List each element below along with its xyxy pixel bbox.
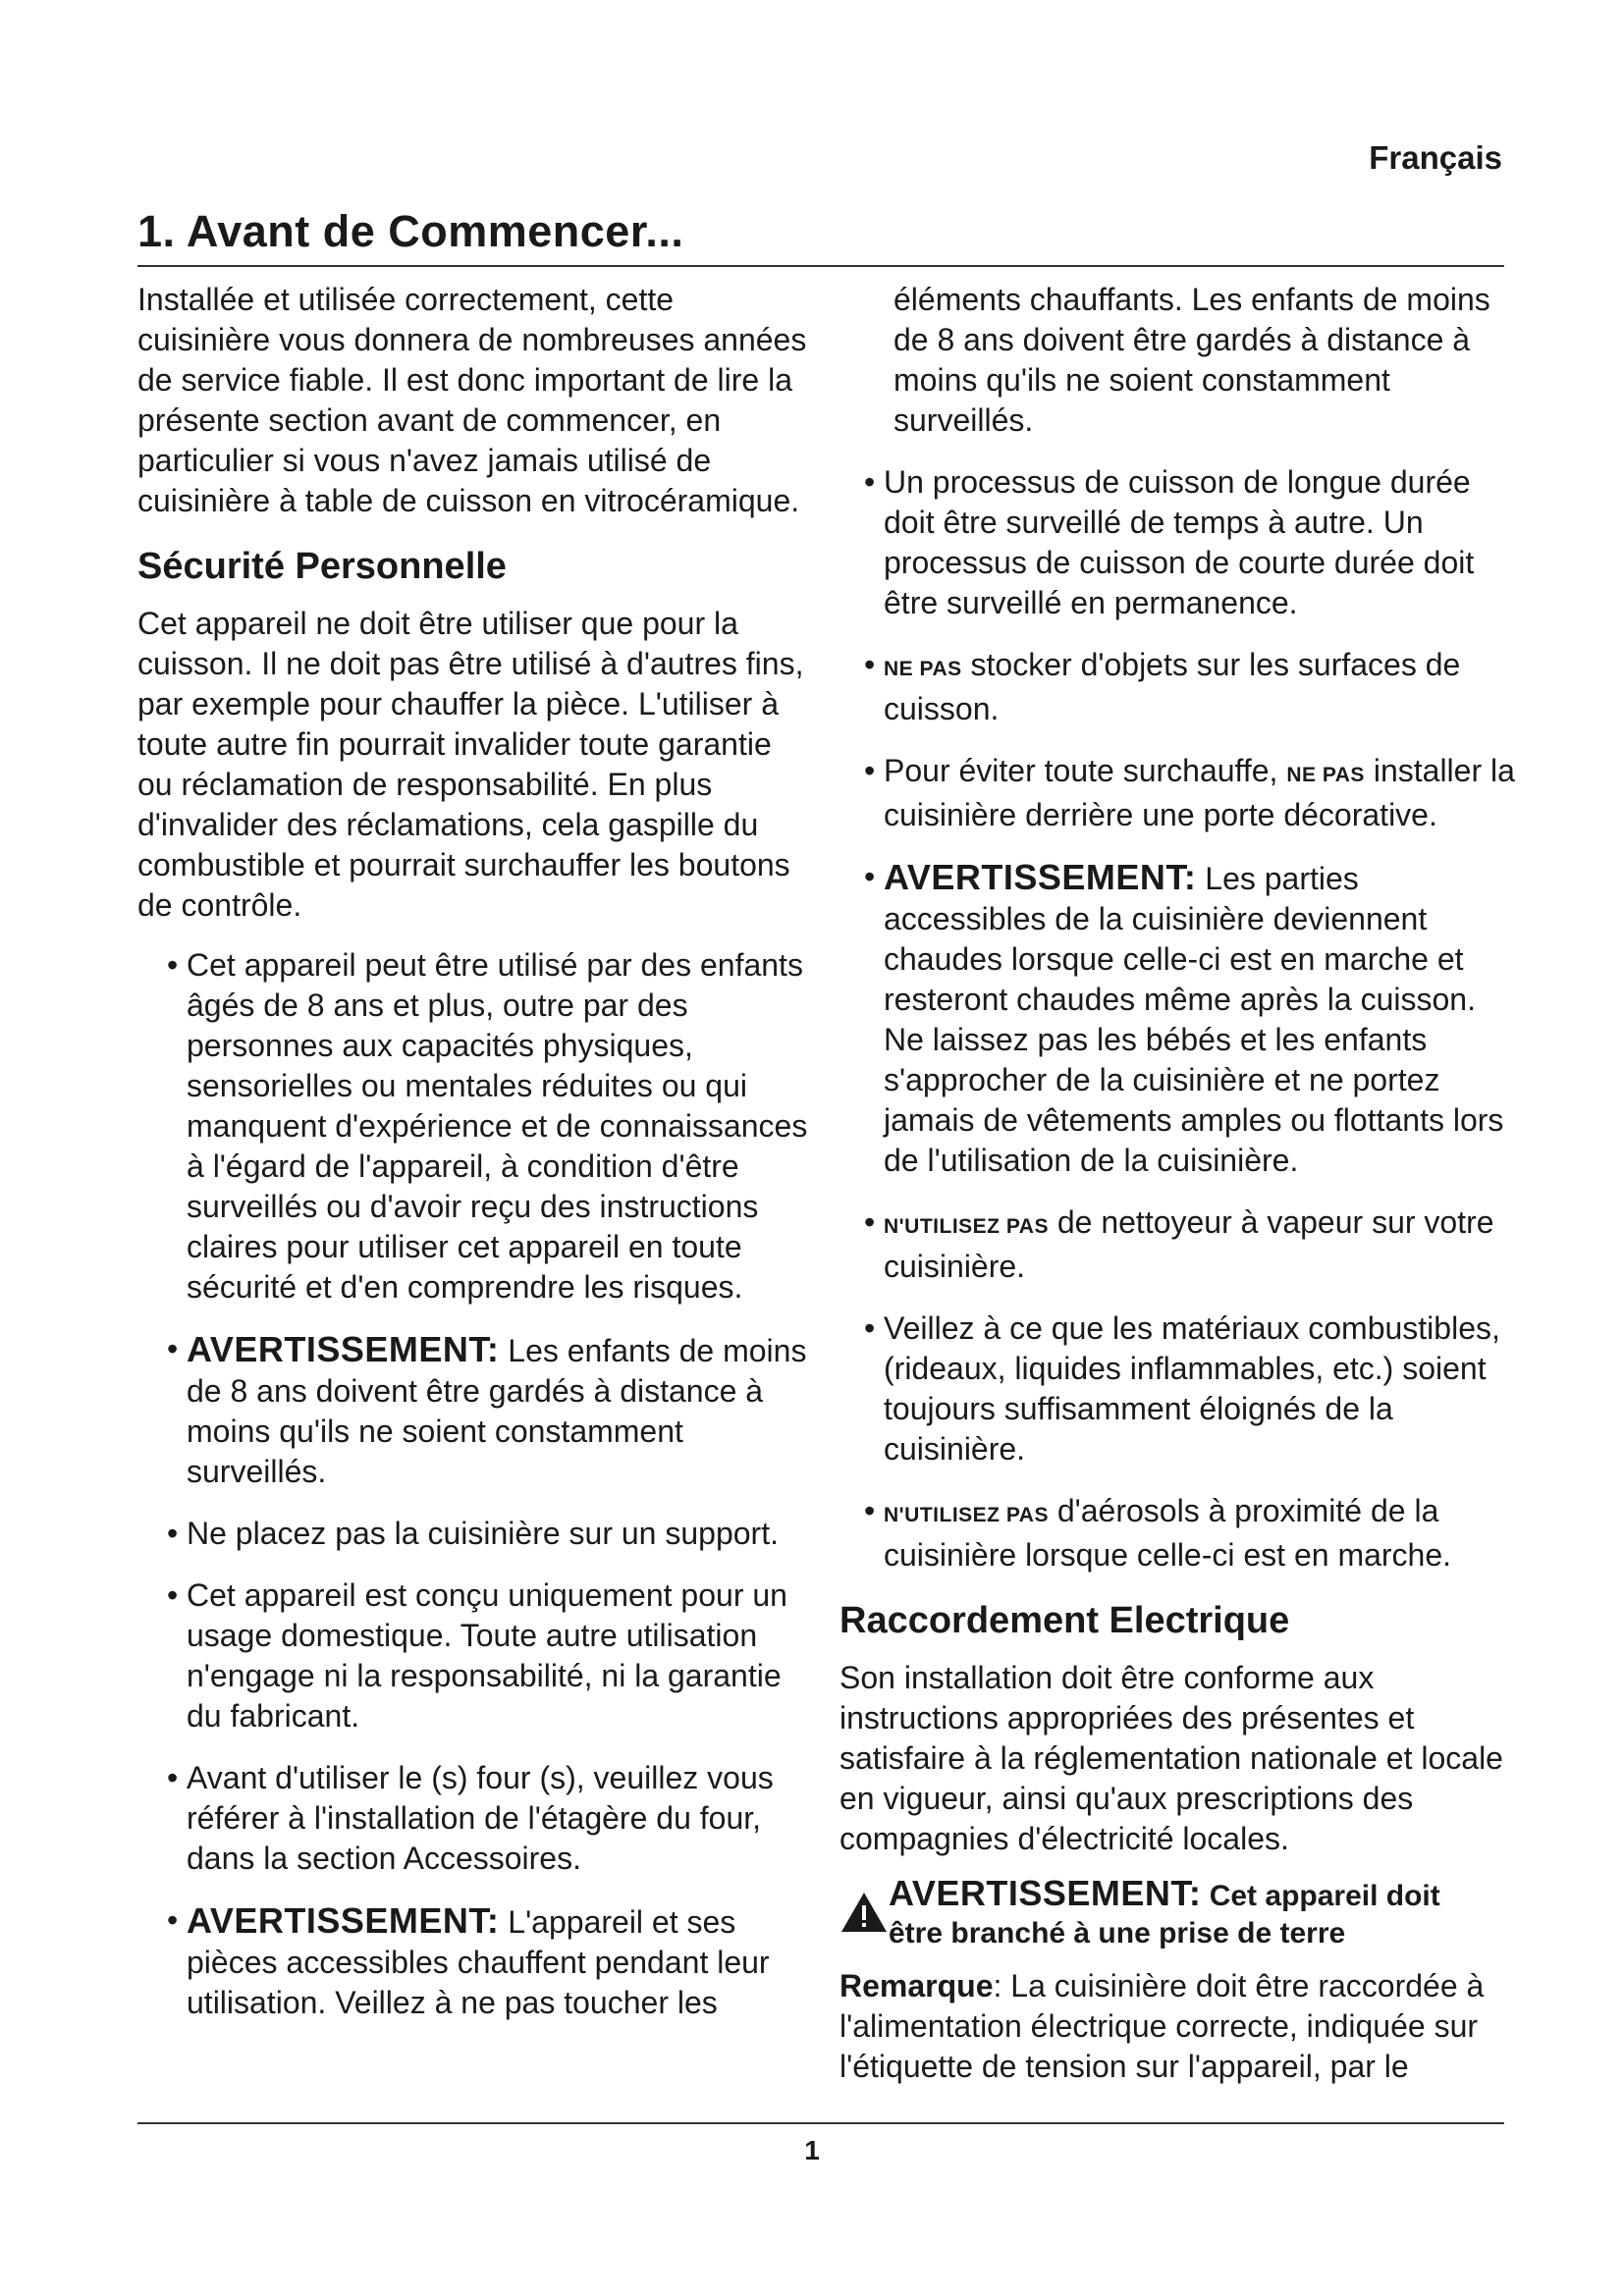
- list-item: • Pour éviter toute surchauffe, NE PAS installer la cuisinière derrière une porte décorative.: [864, 751, 1517, 835]
- securite-paragraph: Cet appareil ne doit être utiliser que pour la cuisson. Il ne doit pas être utilisé à d'autres fins, par exemple pour chauffer la pièce. L'utiliser à toute autre fin pourrait invalider toute garantie ou réclamation de responsabilité. En plus d'invalider des réclamations, cela gaspille du combustible et pourrait surchauffer les boutons de contrôle.: [137, 606, 804, 923]
- list-item: • Un processus de cuisson de longue durée doit être surveillé de temps à autre. Un processus de cuisson de courte durée doit être surveillé en permanence.: [864, 462, 1517, 623]
- list-item: • Cet appareil peut être utilisé par des enfants âgés de 8 ans et plus, outre par des personnes aux capacités physiques, sensorielles ou mentales réduites ou qui manquent d'expérience et de connaissances à l'égard de l'appareil, à condition d'être surveillés ou d'avoir reçu des instructions claires pour utiliser cet appareil en toute sécurité et d'en comprendre les risques.: [167, 945, 815, 1308]
- raccordement-paragraph: Son installation doit être conforme aux instructions appropriées des présentes et satisfaire à la réglementation nationale et locale en vigueur, ainsi qu'aux prescriptions des compagnies d'électricité locales.: [839, 1660, 1503, 1856]
- language-label: Français: [1369, 139, 1502, 176]
- list-item: • Veillez à ce que les matériaux combustibles, (rideaux, liquides inflammables, etc.) soient toujours suffisamment éloignés de la cuisinière.: [864, 1308, 1517, 1469]
- list-item: • Cet appareil est conçu uniquement pour un usage domestique. Toute autre utilisation n'engage ni la responsabilité, ni la garantie du fabricant.: [167, 1575, 815, 1736]
- section-heading-securite: Sécurité Personnelle: [137, 546, 507, 587]
- list-item: • Avant d'utiliser le (s) four (s), veuillez vous référer à l'installation de l'étagère du four, dans la section Accessoires.: [167, 1758, 815, 1879]
- remark-paragraph: Remarque: La cuisinière doit être raccordée à l'alimentation électrique correcte, indiquée sur l'étiquette de tension sur l'appareil, par le: [839, 1968, 1485, 2084]
- right-column: [839, 280, 1517, 2087]
- intro-paragraph: Installée et utilisée correctement, cette cuisinière vous donnera de nombreuses années de service fiable. Il est donc important de lire la présente section avant de commencer, en particulier si vous n'avez jamais utilisé de cuisinière à table de cuisson en vitrocéramique.: [137, 282, 807, 518]
- earth-warning-text: AVERTISSEMENT: Cet appareil doit être branché à une prise de terre: [889, 1873, 1440, 1949]
- title-rule: [137, 265, 1504, 267]
- continued-paragraph: éléments chauffants. Les enfants de moins de 8 ans doivent être gardés à distance à moins qu'ils ne soient constamment surveillés.: [893, 282, 1490, 438]
- list-item: • N'UTILISEZ PAS d'aérosols à proximité de la cuisinière lorsque celle-ci est en marche.: [864, 1491, 1517, 1575]
- warning-label: AVERTISSEMENT:: [884, 857, 1197, 897]
- list-item: • AVERTISSEMENT: Les parties accessibles de la cuisinière deviennent chaudes lorsque celle-ci est en marche et resteront chaudes même après la cuisson. Ne laissez pas les bébés et les enfants s'approcher de la cuisinière et ne portez jamais de vêtements amples ou flottants lors de l'utilisation de la cuisinière.: [864, 857, 1517, 1181]
- footer-rule: [137, 2122, 1504, 2124]
- list-item: • AVERTISSEMENT: L'appareil et ses pièces accessibles chauffent pendant leur utilisation. Veillez à ne pas toucher les: [167, 1900, 815, 2023]
- warning-triangle-icon: [839, 1891, 889, 1934]
- warning-label: AVERTISSEMENT:: [187, 1329, 500, 1369]
- page-title: 1. Avant de Commencer...: [137, 206, 684, 256]
- list-item: • N'UTILISEZ PAS de nettoyeur à vapeur sur votre cuisinière.: [864, 1202, 1517, 1287]
- section-heading-raccordement: Raccordement Electrique: [839, 1600, 1290, 1641]
- right-bullet-list: [839, 462, 1517, 1575]
- warning-label: AVERTISSEMENT:: [187, 1900, 500, 1941]
- left-column: [137, 280, 815, 2045]
- securite-bullet-list: [137, 945, 815, 2023]
- list-item: • AVERTISSEMENT: Les enfants de moins de 8 ans doivent être gardés à distance à moins qu'ils ne soient constamment surveillés.: [167, 1329, 815, 1492]
- earth-warning: [839, 1875, 1517, 1952]
- list-item: • NE PAS stocker d'objets sur les surfaces de cuisson.: [864, 645, 1517, 729]
- list-item: • Ne placez pas la cuisinière sur un support.: [167, 1514, 815, 1554]
- page-number: 1: [804, 2135, 820, 2165]
